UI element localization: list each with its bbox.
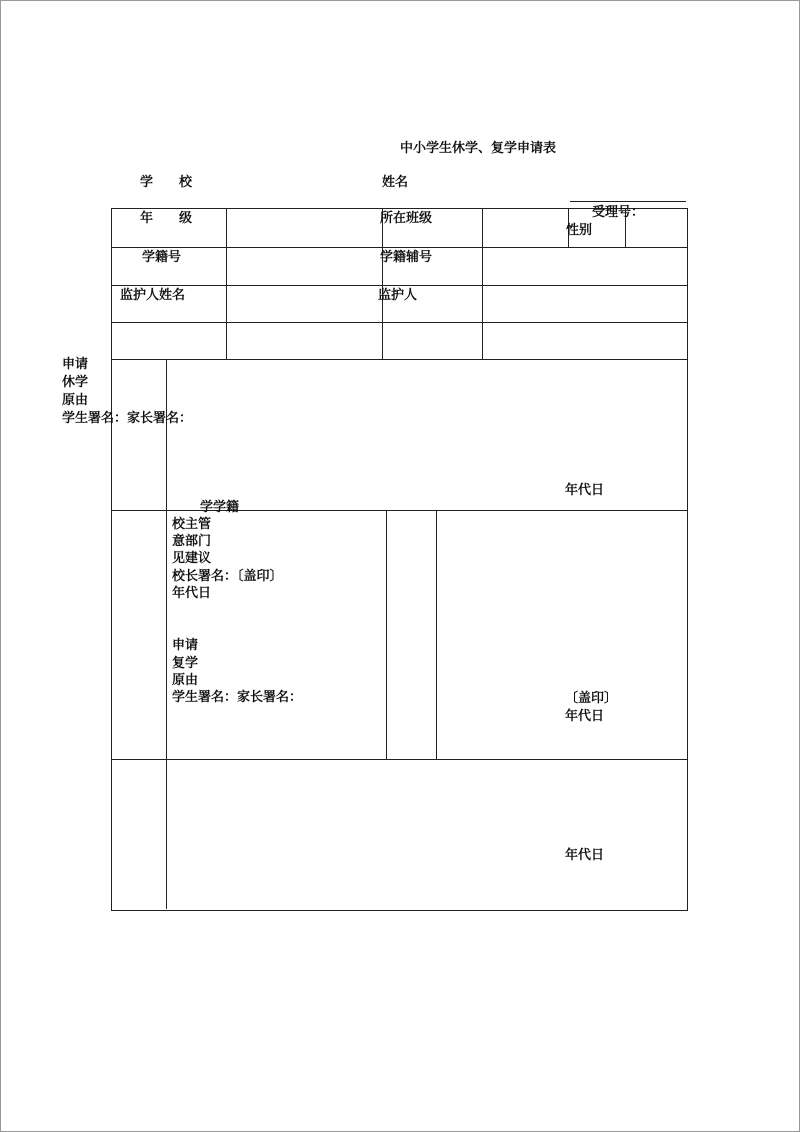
resumption-signature-label: 学生署名：家长署名：	[172, 690, 303, 705]
student-id-aux-label: 学籍辅号	[380, 250, 433, 265]
dept-opinion-line-2: 意部门	[172, 534, 212, 549]
row-line-2	[111, 285, 687, 286]
dept-date-label-right: 年代日	[565, 709, 605, 724]
col-line-3	[482, 208, 483, 360]
dept-date-label: 年代日	[172, 586, 212, 601]
col-line-mid-2	[436, 510, 437, 759]
suspension-reason-line-3: 原由	[62, 393, 89, 408]
row-line-4	[111, 359, 687, 360]
row-line-6	[111, 759, 687, 760]
form-title: 中小学生休学、复学申请表	[400, 141, 557, 156]
school-label: 学 校	[140, 175, 193, 190]
overlap-label: 学学籍	[200, 500, 240, 515]
grade-label: 年 级	[140, 211, 193, 226]
col-line-1	[226, 208, 227, 360]
col-line-2	[382, 208, 383, 360]
name-label: 姓名	[382, 175, 409, 190]
row-line-3	[111, 322, 687, 323]
class-label: 所在班级	[380, 211, 433, 226]
acceptance-no-label: 受理号：	[592, 205, 645, 220]
suspension-reason-line-1: 申请	[62, 357, 89, 372]
resumption-reason-line-3: 原由	[172, 673, 199, 688]
suspension-reason-line-2: 休学	[62, 375, 89, 390]
col-line-mid-1	[386, 510, 387, 759]
col-line-label	[166, 359, 167, 909]
suspension-signature-label: 学生署名：家长署名：	[62, 411, 193, 426]
row-line-1	[111, 247, 687, 248]
principal-signature-label: 校长署名：〔盖印〕	[172, 569, 283, 584]
bottom-date-label: 年代日	[565, 848, 605, 863]
guardian-label: 监护人	[378, 288, 418, 303]
row-line-5	[111, 510, 687, 511]
resumption-reason-line-2: 复学	[172, 656, 199, 671]
acceptance-no-line	[570, 201, 686, 202]
stamp-label: 〔盖印〕	[565, 691, 618, 706]
suspension-date-label: 年代日	[565, 483, 605, 498]
gender-label: 性别	[566, 223, 593, 238]
guardian-name-label: 监护人姓名	[120, 288, 186, 303]
dept-opinion-line-3: 见建议	[172, 551, 212, 566]
dept-opinion-line-1: 校主管	[172, 517, 212, 532]
student-id-label: 学籍号	[142, 250, 182, 265]
resumption-reason-line-1: 申请	[172, 638, 199, 653]
